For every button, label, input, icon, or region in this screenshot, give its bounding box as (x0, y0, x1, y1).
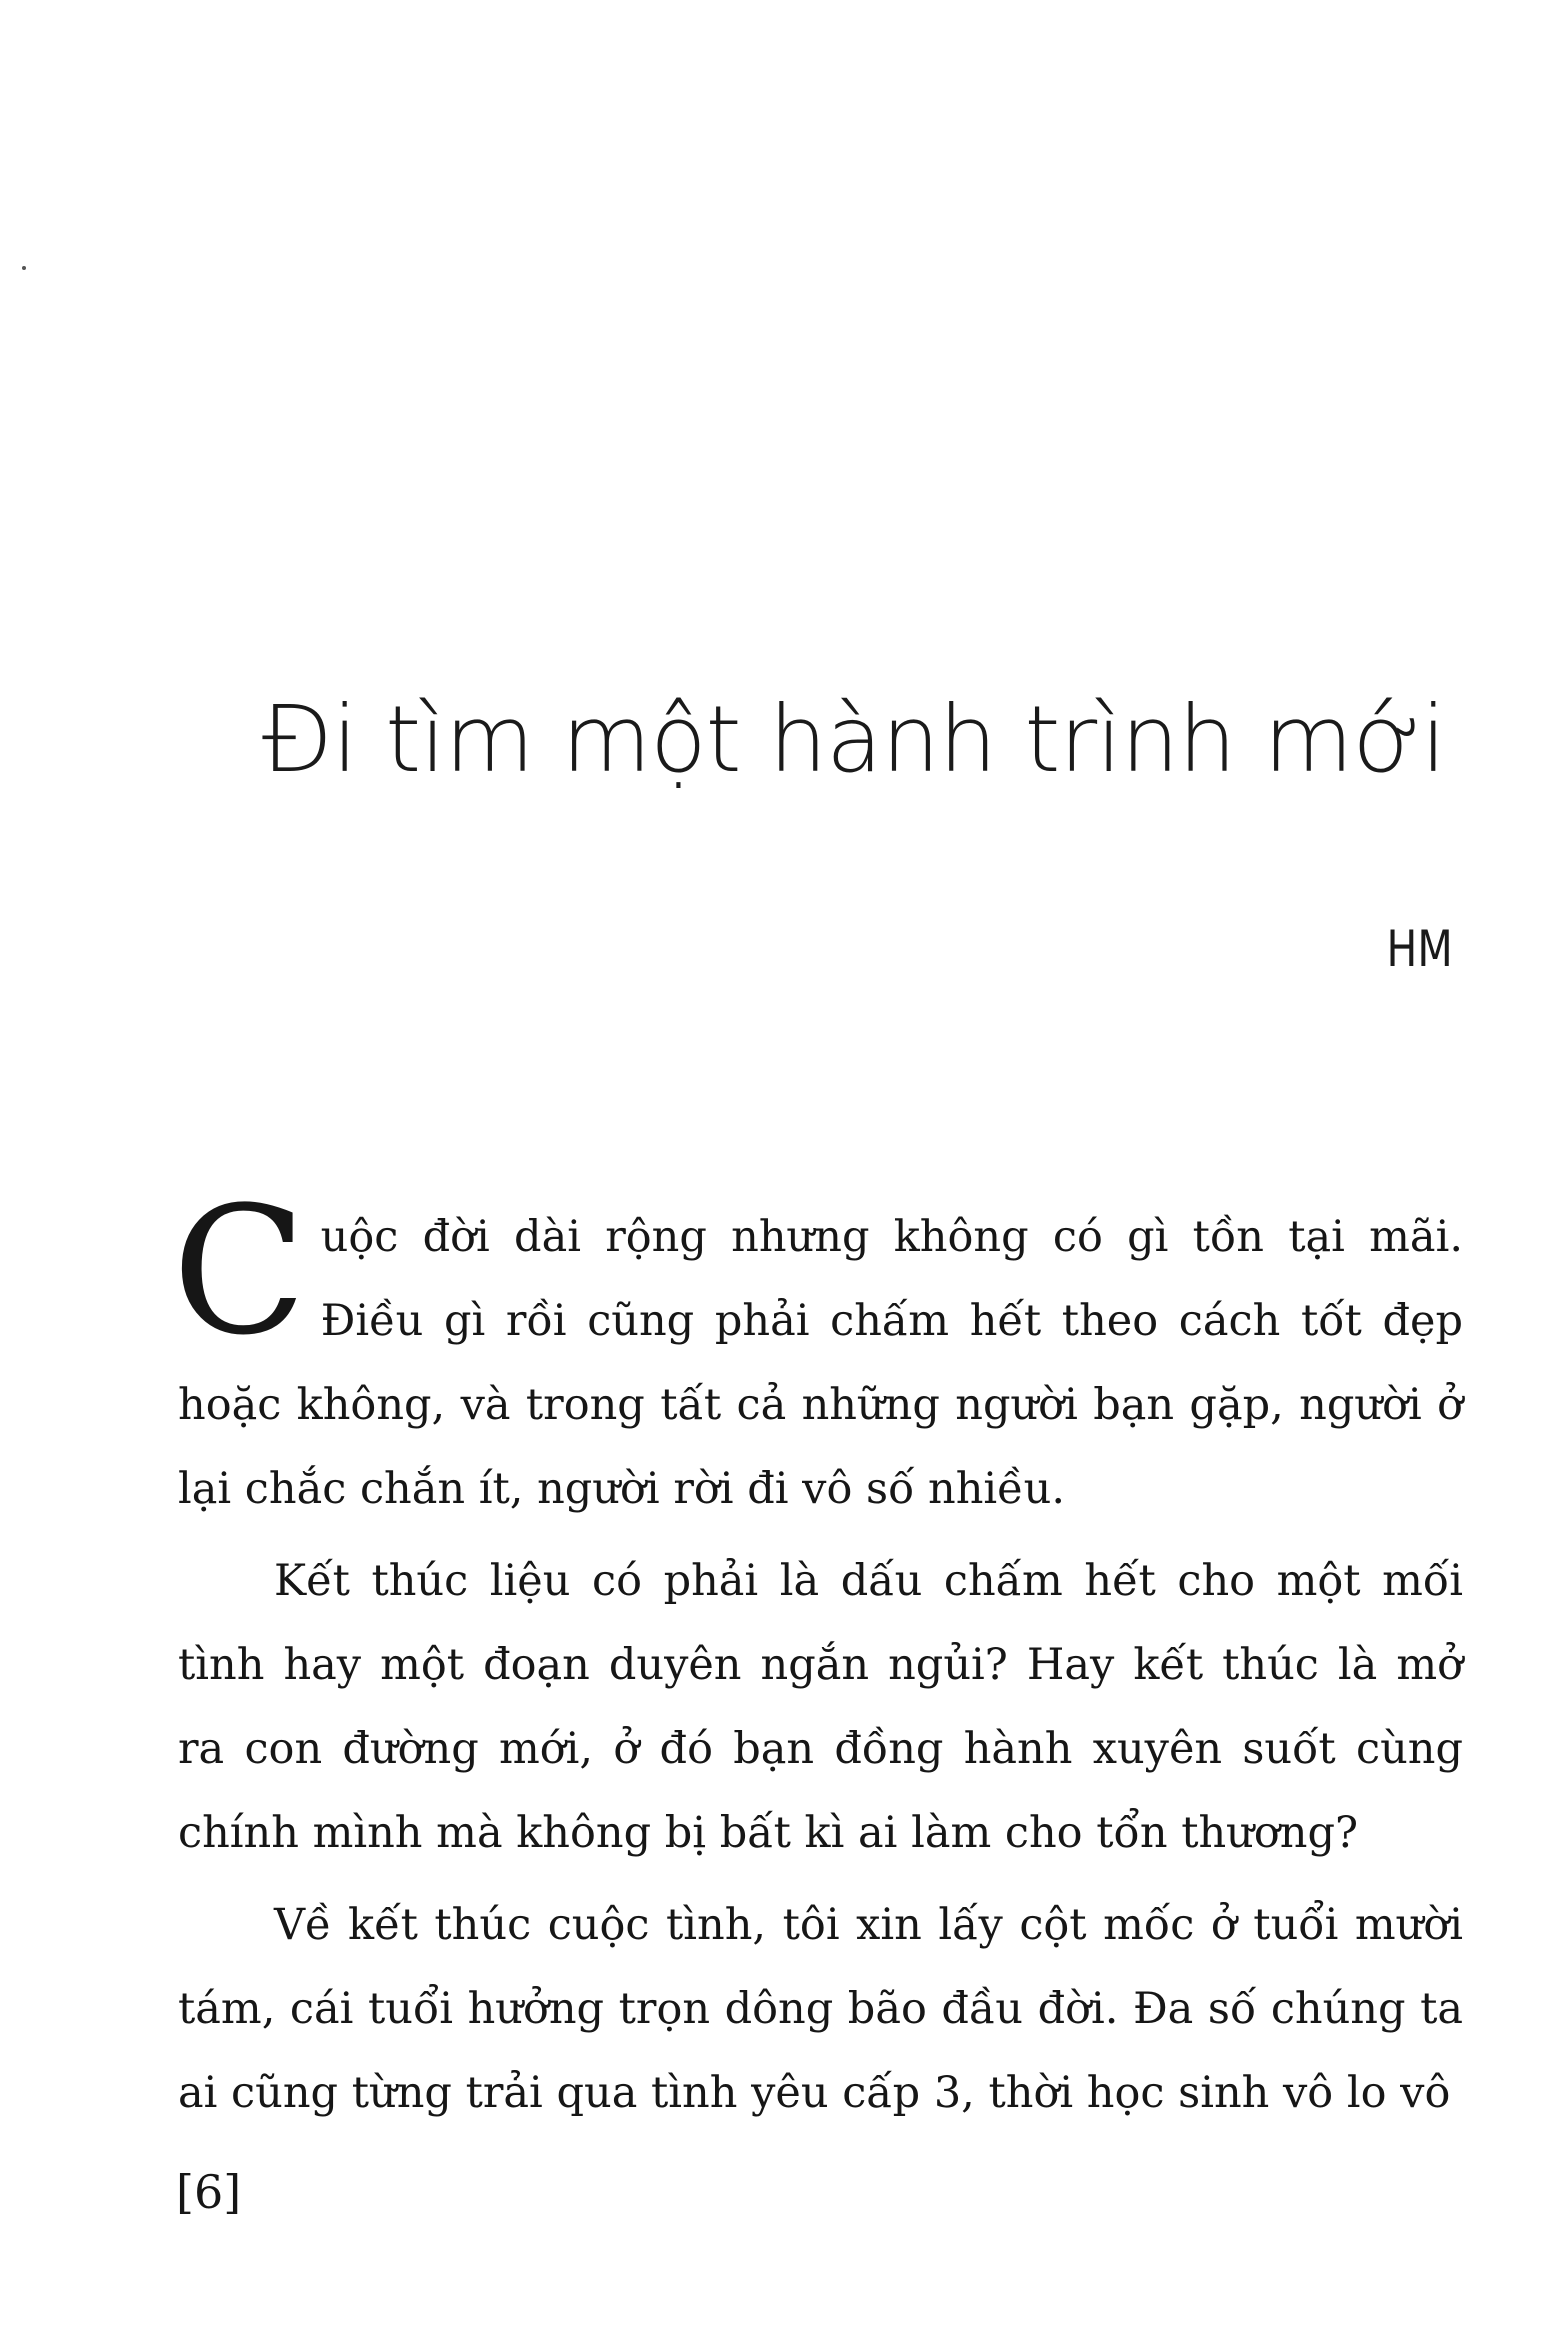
paragraph-2: Kết thúc liệu có phải là dấu chấm hết cho một mối tình hay một đoạn duyên ngắn ngủi? Hay kết thúc là mở ra con đường mới, ở đó bạn đồng hành xuyên suốt cùng chính mình mà không bị bất kì ai làm cho tổn thương? (178, 1556, 1463, 1858)
drop-cap: C (172, 1169, 307, 1374)
chapter-title: Đi tìm một hành trình mới (262, 686, 1446, 793)
chapter-author: HM (1386, 920, 1453, 978)
print-speck (22, 266, 26, 270)
page-number: [6] (176, 2165, 242, 2219)
body-text (172, 1169, 1463, 2143)
paragraph-1-text: uộc đời dài rộng nhưng không có gì tồn tại mãi. Điều gì rồi cũng phải chấm hết theo cách tốt đẹp hoặc không, và trong tất cả những người bạn gặp, người ở lại chắc chắn ít, người rời đi vô số nhiều. (178, 1212, 1463, 1514)
paragraph-1 (172, 1169, 1463, 1531)
paragraph-3: Về kết thúc cuộc tình, tôi xin lấy cột mốc ở tuổi mười tám, cái tuổi hưởng trọn dông bão đầu đời. Đa số chúng ta ai cũng từng trải qua tình yêu cấp 3, thời học sinh vô lo vô (178, 1900, 1463, 2118)
